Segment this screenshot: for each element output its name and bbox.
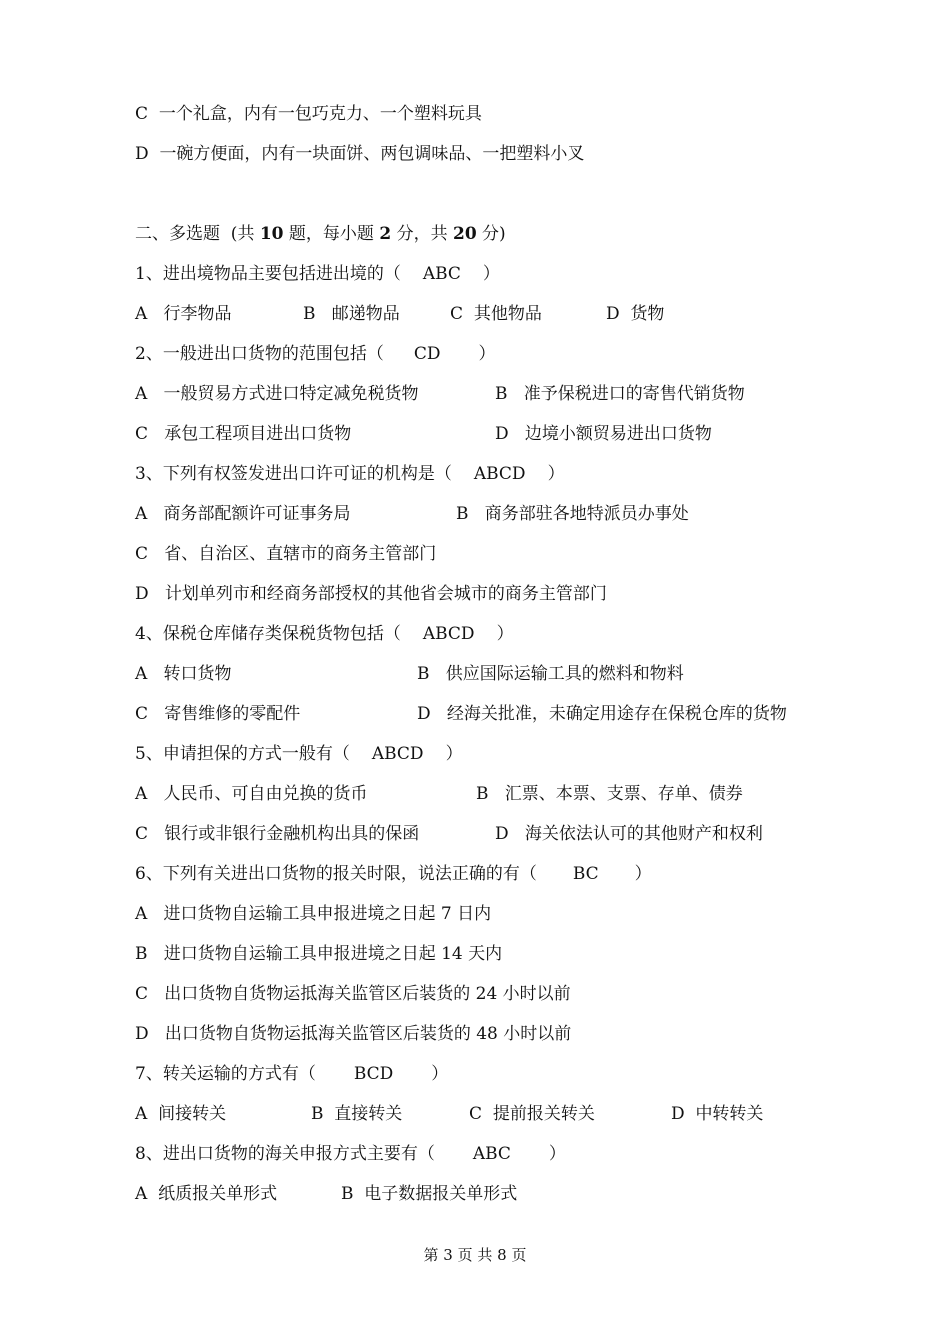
option-b: B 邮递物品 [303,304,400,324]
question-text: 2、一般进出口货物的范围包括（ [135,344,384,364]
option-a: A 人民币、可自由兑换的货币 [135,784,368,804]
answer-key: BCD [353,1064,394,1084]
page-footer: 第 3 页 共 8 页 [423,1246,527,1264]
option-b: B 汇票、本票、支票、存单、债券 [476,784,743,804]
question-close-paren: ） [634,864,652,884]
answer-key: ABCD [473,464,526,484]
section-heading [135,223,506,245]
question-text: 3、下列有权签发进出口许可证的机构是（ [135,464,452,484]
option-d: D 边境小额贸易进出口货物 [495,424,712,444]
option-d: D 计划单列市和经商务部授权的其他省会城市的商务主管部门 [135,584,607,604]
option-d: D 中转转关 [671,1104,764,1124]
section-heading-text: 分，共 [391,224,453,244]
option-b: B 进口货物自运输工具申报进境之日起 14 天内 [135,944,503,964]
option-a: A 一般贸易方式进口特定减免税货物 [135,384,419,404]
option-b: B 商务部驻各地特派员办事处 [456,504,689,524]
option-a: A 纸质报关单形式 [135,1184,278,1204]
question-close-paren: ） [548,1144,566,1164]
question-text: 5、申请担保的方式一般有（ [135,744,350,764]
section-heading-prefix: 二、多选题 (共 [135,224,260,244]
option-c: C 寄售维修的零配件 [135,704,301,724]
option-a: A 商务部配额许可证事务局 [135,504,351,524]
question-stem [135,623,514,645]
question-close-paren: ） [547,464,565,484]
option-c: C 银行或非银行金融机构出具的保函 [135,824,420,844]
option-c: C 提前报关转关 [469,1104,595,1124]
option-b: B 供应国际运输工具的燃料和物料 [417,664,684,684]
option-d: D 出口货物自货物运抵海关监管区后装货的 48 小时以前 [135,1024,572,1044]
option-c: C 出口货物自货物运抵海关监管区后装货的 24 小时以前 [135,984,571,1004]
option-a: A 间接转关 [135,1104,227,1124]
answer-key: ABCD [371,744,424,764]
option-b: B 电子数据报关单形式 [341,1184,518,1204]
question-text: 4、保税仓库储存类保税货物包括（ [135,624,401,644]
question-close-paren: ） [482,264,500,284]
question-close-paren: ） [431,1064,449,1084]
option-d: D 经海关批准，未确定用途存在保税仓库的货物 [417,704,787,724]
question-stem [135,463,565,485]
option-b: B 准予保税进口的寄售代销货物 [495,384,745,404]
question-stem [135,263,500,285]
question-stem [135,1063,448,1085]
option-c: C 省、自治区、直辖市的商务主管部门 [135,544,437,564]
question-text: 1、进出境物品主要包括进出境的（ [135,264,401,284]
option-line: C 一个礼盒，内有一包巧克力、一个塑料玩具 [135,104,482,124]
option-c: C 承包工程项目进出口货物 [135,424,352,444]
answer-key: ABC [422,264,461,284]
option-d: D 海关依法认可的其他财产和权利 [495,824,763,844]
question-stem [135,863,652,885]
question-close-paren: ） [445,744,463,764]
question-text: 8、进出口货物的海关申报方式主要有（ [135,1144,435,1164]
option-a: A 转口货物 [135,664,232,684]
question-close-paren: ） [478,344,496,364]
option-c: C 其他物品 [450,304,542,324]
option-line [135,303,232,325]
answer-key: ABCD [422,624,475,644]
question-stem [135,343,495,365]
answer-key: ABC [472,1144,511,1164]
option-a: A 行李物品 [135,304,232,324]
section-heading-suffix: 分) [476,224,506,244]
question-text: 6、下列有关进出口货物的报关时限，说法正确的有（ [135,864,537,884]
points-each: 2 [379,224,392,244]
option-a: A 进口货物自运输工具申报进境之日起 7 日内 [135,904,492,924]
question-stem [135,1143,566,1165]
points-total: 20 [452,224,477,244]
question-close-paren: ） [496,624,514,644]
option-line: D 一碗方便面，内有一块面饼、两包调味品、一把塑料小叉 [135,144,585,164]
answer-key: BC [572,864,599,884]
question-text: 7、转关运输的方式有（ [135,1064,316,1084]
question-stem [135,743,463,765]
section-heading-text: 题，每小题 [283,224,380,244]
question-count: 10 [259,224,284,244]
option-b: B 直接转关 [311,1104,403,1124]
answer-key: CD [413,344,441,364]
option-d: D 货物 [606,304,665,324]
